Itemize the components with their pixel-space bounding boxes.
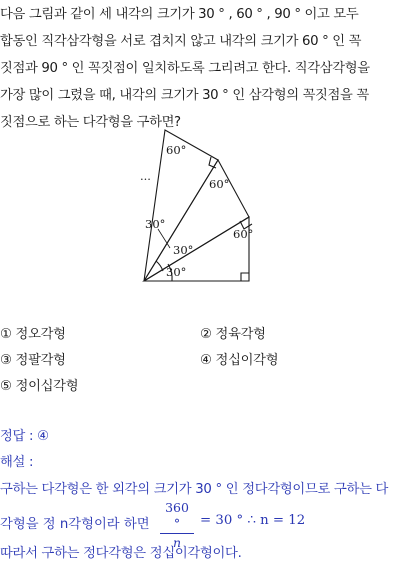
question-line-5: 짓점으로 하는 다각형을 구하면? — [0, 115, 181, 130]
question-line-4: 가장 많이 그렸을 때, 내각의 크기가 30 ° 인 삼각형의 꼭짓점을 꼭 — [0, 88, 369, 103]
angle-arc-2 — [156, 261, 163, 271]
explanation-line-2-prefix: 각형을 정 n각형이라 하면 — [0, 517, 150, 532]
explanation-line-2-suffix: = 30 ° ∴ n = 12 — [200, 513, 306, 528]
angle-label-30-left: 30° — [145, 217, 166, 231]
explanation-line-1: 구하는 다각형은 한 외각의 크기가 30 ° 인 정다각형이므로 구하는 다 — [0, 482, 389, 497]
choice-4[interactable]: ④ 정십이각형 — [200, 353, 279, 368]
choice-1[interactable]: ① 정오각형 — [0, 327, 66, 342]
angle-label-60-top: 60° — [166, 143, 187, 157]
fraction-denominator: n — [172, 535, 182, 550]
explanation-line-3: 따라서 구하는 정다각형은 정십이각형이다. — [0, 546, 242, 561]
angle-label-60-bottom: 60° — [233, 227, 254, 241]
question-line-2: 합동인 직각삼각형을 서로 겹치지 않고 내각의 크기가 60 ° 인 꼭 — [0, 34, 362, 49]
angle-label-30-bottom: 30° — [166, 265, 187, 279]
ellipsis-text: ··· — [140, 172, 151, 186]
angle-pointer-line — [158, 229, 170, 248]
question-line-3: 짓점과 90 ° 인 꼭짓점이 일치하도록 그리려고 한다. 직각삼각형을 — [0, 61, 370, 76]
fraction — [160, 500, 194, 551]
right-angle-mark-1 — [241, 273, 249, 281]
angle-label-60-middle: 60° — [209, 177, 230, 191]
fraction-bar — [160, 533, 194, 534]
choice-3[interactable]: ③ 정팔각형 — [0, 353, 66, 368]
explanation-formula-row — [0, 500, 400, 550]
choice-5[interactable]: ⑤ 정이십각형 — [0, 379, 79, 394]
choice-2[interactable]: ② 정육각형 — [200, 327, 266, 342]
question-line-1: 다음 그림과 같이 세 내각의 크기가 30 ° , 60 ° , 90 ° 이고 모두 — [0, 7, 359, 22]
angle-label-30-middle: 30° — [173, 243, 194, 257]
fraction-numerator: 360 ° — [165, 500, 189, 531]
explanation-label: 해설 : — [0, 455, 34, 470]
answer-line: 정답 : ④ — [0, 429, 49, 444]
